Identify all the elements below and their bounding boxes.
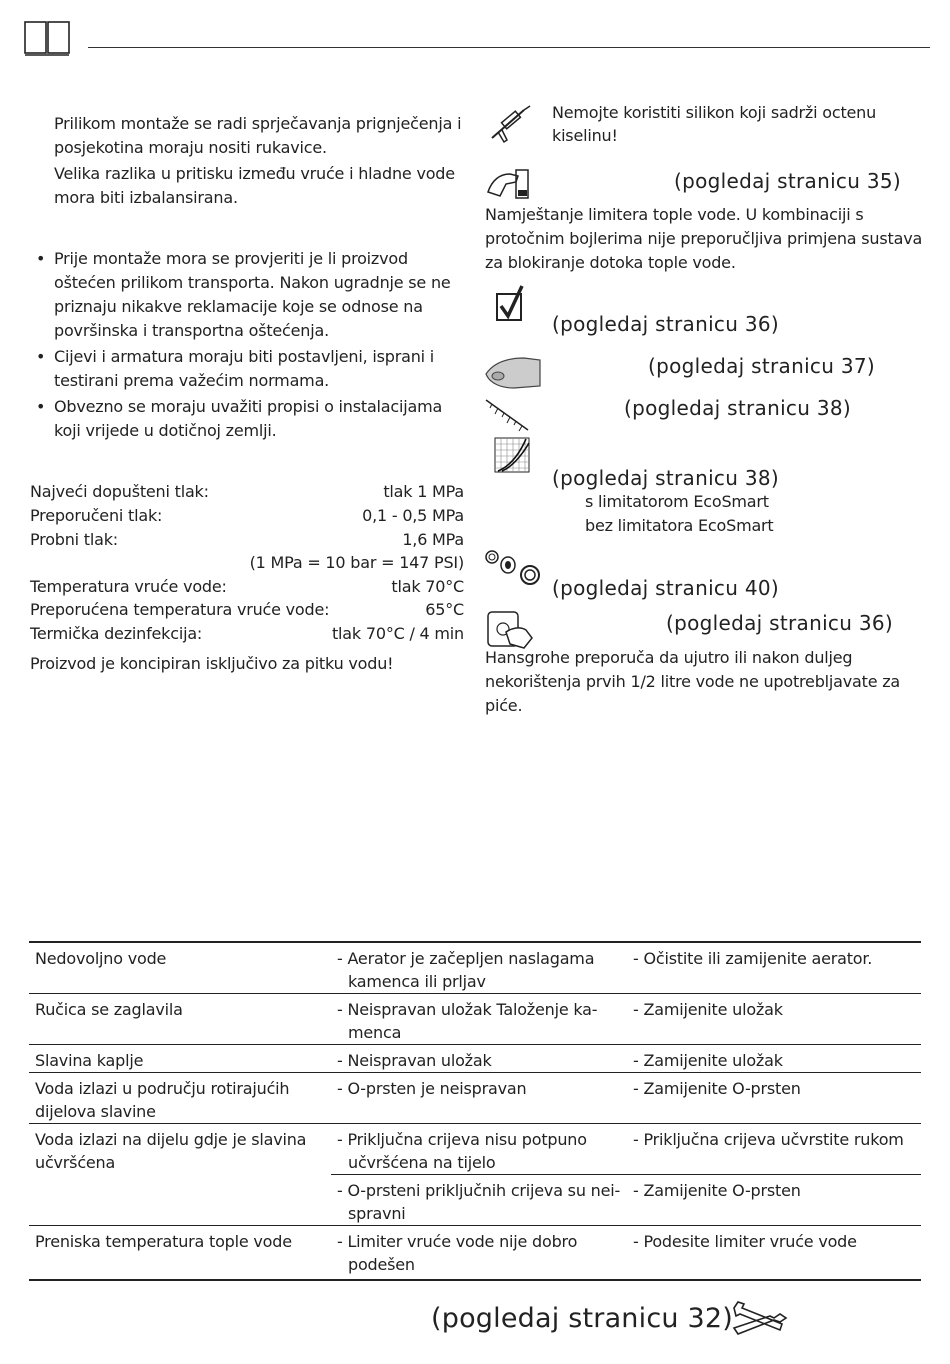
ecosmart-without: bez limitatora EcoSmart xyxy=(585,516,774,535)
ref-page-37[interactable]: (pogledaj stranicu 37) xyxy=(648,354,876,378)
cause-cell xyxy=(331,1045,627,1073)
table-row xyxy=(29,1175,921,1226)
problem-cell xyxy=(29,1175,331,1226)
table-row xyxy=(29,1226,921,1280)
problem-cell: Slavina kaplje xyxy=(35,1051,144,1070)
remedy-cell: - Zamijenite O-prsten xyxy=(627,1175,921,1226)
table-row xyxy=(29,1124,921,1175)
ruler-dimensions-icon xyxy=(484,396,530,436)
silicone-warning: Nemojte koristiti silikon koji sadrži octenu kiselinu! xyxy=(552,103,877,145)
flow-diagram-icon xyxy=(494,437,530,477)
ref-page-36[interactable]: (pogledaj stranicu 36) xyxy=(552,312,780,336)
table-row xyxy=(29,994,921,1045)
spec-row xyxy=(30,622,464,646)
ref-page-32[interactable]: (pogledaj stranicu 32) xyxy=(431,1303,733,1334)
spec-label: Termička dezinfekcija: xyxy=(30,624,203,643)
cause-text: - Neispravan uložak xyxy=(337,1051,492,1070)
spec-list xyxy=(30,480,464,648)
parts-icon xyxy=(484,547,542,591)
bullet-item xyxy=(36,395,468,443)
spec-label: Temperatura vruće vode: xyxy=(30,577,227,596)
spec-row xyxy=(30,551,464,575)
cause-text: - Aerator je začepljen naslagama kamenca ili prljav xyxy=(337,949,595,991)
wrench-screwdriver-icon xyxy=(730,1298,788,1342)
drinking-water-note: Proizvod je koncipiran isključivo za pitku vodu! xyxy=(30,654,394,673)
spec-value: tlak 70°C / 4 min xyxy=(331,624,464,643)
cause-cell xyxy=(331,942,627,994)
remedy-cell: - Zamijenite O-prsten xyxy=(633,1079,801,1098)
cause-cell xyxy=(331,994,627,1045)
table-row xyxy=(29,1045,921,1073)
cause-text: - O-prsten je neispravan xyxy=(337,1079,527,1098)
header-rule xyxy=(88,47,930,48)
bullet-dot: • xyxy=(36,347,46,366)
table-row xyxy=(29,942,921,994)
ecosmart-with: s limitatorom EcoSmart xyxy=(585,492,769,511)
hansgrohe-recommendation: Hansgrohe preporuča da ujutro ili nakon duljeg nekorištenja prvih 1/2 litre vode ne upotrebljavate za piće. xyxy=(485,648,901,715)
table-row xyxy=(29,1073,921,1124)
cause-cell xyxy=(331,1124,627,1175)
bullet-text: Cijevi i armatura moraju biti postavljeni, isprani i testirani prema važećim normama. xyxy=(54,347,435,390)
cause-text: - Neispravan uložak Taloženje kamenca xyxy=(337,1000,598,1042)
hand-thermostat-icon xyxy=(486,166,532,208)
spec-label: Preporućena temperatura vruće vode: xyxy=(30,600,330,619)
spec-label: Preporučeni tlak: xyxy=(30,506,163,525)
spec-value: tlak 1 MPa xyxy=(383,482,464,501)
cleaning-hand-icon xyxy=(484,354,542,394)
intro-pressure: Velika razlika u pritisku između vruće i hladne vode mora biti izbalansirana. xyxy=(54,164,455,207)
cause-text: - O-prsteni priključnih crijeva su neispravni xyxy=(337,1181,621,1223)
spec-row xyxy=(30,575,464,599)
checkmark-icon xyxy=(496,284,526,326)
problem-cell: Voda izlazi na dijelu gdje je slavina učvršćena xyxy=(35,1130,307,1172)
book-icon xyxy=(24,21,70,61)
safety-intro xyxy=(54,112,466,210)
ref-page-35[interactable]: (pogledaj stranicu 35) xyxy=(674,169,902,193)
cause-text: - Limiter vruće vode nije dobro podešen xyxy=(337,1232,578,1274)
remedy-cell: - Priključna crijeva učvrstite rukom xyxy=(633,1130,904,1149)
ref-page-36b[interactable]: (pogledaj stranicu 36) xyxy=(666,611,894,635)
silicone-gun-icon xyxy=(488,104,532,148)
spec-value: 1,6 MPa xyxy=(402,530,464,549)
bullet-item xyxy=(36,345,468,393)
bullet-dot: • xyxy=(36,397,46,416)
spec-row xyxy=(30,598,464,622)
remedy-cell: - Zamijenite uložak xyxy=(633,1051,783,1070)
cause-cell xyxy=(331,1175,627,1226)
spec-value: 0,1 - 0,5 MPa xyxy=(362,506,464,525)
bullet-dot: • xyxy=(36,249,46,268)
cause-cell xyxy=(331,1226,627,1280)
spec-label: Najveći dopušteni tlak: xyxy=(30,482,209,501)
problem-cell: Nedovoljno vode xyxy=(35,949,167,968)
cause-cell xyxy=(331,1073,627,1124)
spec-value: (1 MPa = 10 bar = 147 PSI) xyxy=(249,553,464,572)
remedy-cell: - Zamijenite uložak xyxy=(633,1000,783,1019)
spec-row xyxy=(30,480,464,504)
spec-row xyxy=(30,504,464,528)
troubleshooting-table xyxy=(29,941,921,1281)
bullet-list xyxy=(36,247,468,443)
ref-page-38b[interactable]: (pogledaj stranicu 38) xyxy=(552,466,780,490)
bullet-text: Obvezno se moraju uvažiti propisi o instalacijama koji vrijede u dotičnoj zemlji. xyxy=(54,397,443,440)
cause-text: - Priključna crijeva nisu potpuno učvršćena na tijelo xyxy=(337,1130,587,1172)
remedy-cell: - Očistite ili zamijenite aerator. xyxy=(633,949,873,968)
bullet-item xyxy=(36,247,468,343)
spec-label: Probni tlak: xyxy=(30,530,118,549)
spec-value: 65°C xyxy=(425,600,464,619)
bullet-text: Prije montaže mora se provjeriti je li proizvod oštećen prilikom transporta. Nakon ugradnje se ne priznaju nikakve reklamacije koje se odnose na površinska i transportna oštećenja. xyxy=(54,249,451,340)
spec-value: tlak 70°C xyxy=(391,577,464,596)
ref-page-38a[interactable]: (pogledaj stranicu 38) xyxy=(624,396,852,420)
problem-cell: Voda izlazi u području rotirajućih dijelova slavine xyxy=(35,1079,290,1121)
problem-cell: Ručica se zaglavila xyxy=(35,1000,183,1019)
spec-row xyxy=(30,528,464,552)
intro-gloves: Prilikom montaže se radi sprječavanja prignječenja i posjekotina moraju nositi rukavice. xyxy=(54,114,462,157)
problem-cell: Preniska temperatura tople vode xyxy=(35,1232,292,1251)
limiter-description: Namještanje limitera tople vode. U kombinaciji s protočnim bojlerima nije preporučljiva primjena sustava za blokiranje dotoka tople vode. xyxy=(485,205,923,272)
remedy-cell: - Podesite limiter vruće vode xyxy=(633,1232,857,1251)
ref-page-40[interactable]: (pogledaj stranicu 40) xyxy=(552,576,780,600)
